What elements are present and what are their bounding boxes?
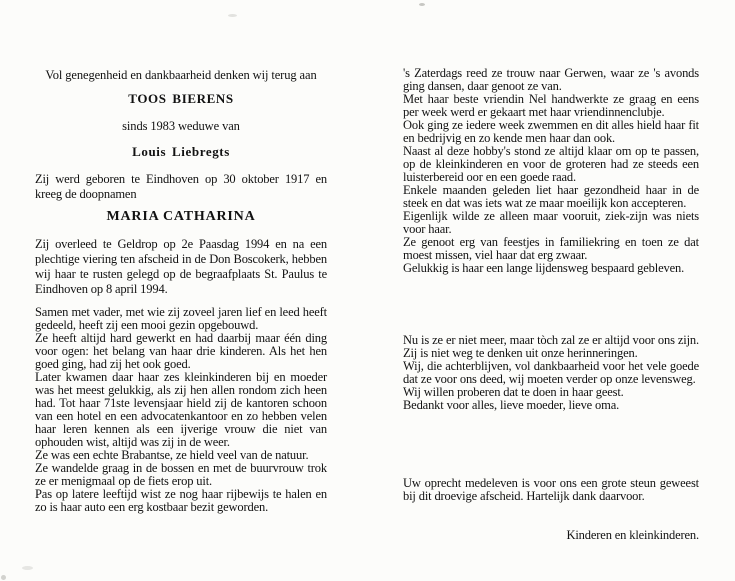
birth-paragraph bbox=[35, 172, 327, 202]
paragraph: Pas op latere leeftijd wist ze nog haar rijbewijs te halen en zo is haar auto een erg kostbaar bezit geworden. bbox=[35, 487, 327, 514]
widow-line: sinds 1983 weduwe van bbox=[122, 119, 240, 133]
paragraph: Naast al deze hobby's stond ze altijd klaar om op te passen, op de kleinkinderen en voor de groteren had ze steeds een luisterbereid oor en een goede raad. bbox=[403, 144, 699, 184]
scan-speck bbox=[22, 566, 33, 570]
right-column bbox=[403, 0, 699, 581]
condolence-thanks bbox=[403, 477, 699, 503]
paragraph: 's Zaterdags reed ze trouw naar Gerwen, waar ze 's avonds ging dansen, daar genoot ze van. bbox=[403, 66, 699, 93]
husband-name: Louis Liebregts bbox=[132, 144, 230, 159]
memoriam-paragraphs bbox=[403, 334, 699, 412]
paragraph: Uw oprecht medeleven is voor ons een grote steun geweest bij dit droevige afscheid. Hartelijk dank daarvoor. bbox=[403, 476, 699, 503]
death-paragraph bbox=[35, 237, 327, 297]
life-story bbox=[35, 306, 327, 514]
signature-line: Kinderen en kleinkinderen. bbox=[566, 528, 699, 542]
paragraph: Ze wandelde graag in de bossen en met de buurvrouw trok ze er menigmaal op de fiets erop uit. bbox=[35, 461, 327, 488]
paragraph: Wij, die achterblijven, vol dankbaarheid voor het vele goede dat ze voor ons deed, wij moeten verder op onze levensweg. bbox=[403, 359, 699, 386]
paragraph: Zij werd geboren te Eindhoven op 30 oktober 1917 en kreeg de doopnamen bbox=[35, 172, 327, 201]
baptismal-name: MARIA CATHARINA bbox=[106, 209, 256, 224]
paragraph: Ze was een echte Brabantse, ze hield veel van de natuur. bbox=[35, 448, 309, 462]
left-column bbox=[35, 0, 327, 581]
paragraph: Bedankt voor alles, lieve moeder, lieve oma. bbox=[403, 398, 620, 412]
paragraph: Ze heeft altijd hard gewerkt en had daarbij maar één ding voor ogen: het belang van haar drie kinderen. Als het hen goed ging, had zij het ook goed. bbox=[35, 331, 327, 371]
paragraph: Zij overleed te Geldrop op 2e Paasdag 1994 en na een plechtige viering ten afscheid in de Don Boscokerk, hebben wij haar te rusten gelegd op de begraafplaats St. Paulus te Eindhoven op 8 april 1994. bbox=[35, 237, 327, 296]
paragraph: Gelukkig is haar een lange lijdensweg bespaard gebleven. bbox=[403, 261, 685, 275]
paragraph: Samen met vader, met wie zij zoveel jaren lief en leed heeft gedeeld, heeft zij een mooi gezin opgebouwd. bbox=[35, 305, 327, 332]
paragraph: Wij willen proberen dat te doen in haar geest. bbox=[403, 385, 624, 399]
deceased-name: TOOS BIERENS bbox=[128, 91, 234, 106]
paragraph: Ze genoot erg van feestjes in familiekring en toen ze dat moest missen, viel haar dat erg zwaar. bbox=[403, 235, 699, 262]
paragraph: Ook ging ze iedere week zwemmen en dit alles hield haar fit en bedrijvig en zo kende men haar dan ook. bbox=[403, 118, 699, 145]
paragraph: Enkele maanden geleden liet haar gezondheid haar in de steek en dat was iets wat ze maar moeilijk kon accepteren. bbox=[403, 183, 699, 210]
hobbies-paragraphs bbox=[403, 67, 699, 275]
paragraph: Nu is ze er niet meer, maar tòch zal ze er altijd voor ons zijn. Zij is niet weg te denken uit onze herinneringen. bbox=[403, 333, 699, 360]
paragraph: Eigenlijk wilde ze alleen maar vooruit, ziek-zijn was niets voor haar. bbox=[403, 209, 699, 236]
paragraph: Met haar beste vriendin Nel handwerkte ze graag en eens per week werd er gekaart met haar vriendinnenclubje. bbox=[403, 92, 699, 119]
intro-line: Vol genegenheid en dankbaarheid denken wij terug aan bbox=[45, 68, 317, 82]
paragraph: Later kwamen daar haar zes kleinkinderen bij en moeder was het meest gelukkig, als zij hen allen rondom zich heen had. Tot haar 71ste levensjaar hield zij de kantoren schoon van een hotel en een advocatenkantoor en zo hebben velen haar leren kennen als een ijverige vrouw die niet van ophouden wist, altijd was zij in de weer. bbox=[35, 370, 327, 449]
scan-speck bbox=[1, 575, 6, 580]
